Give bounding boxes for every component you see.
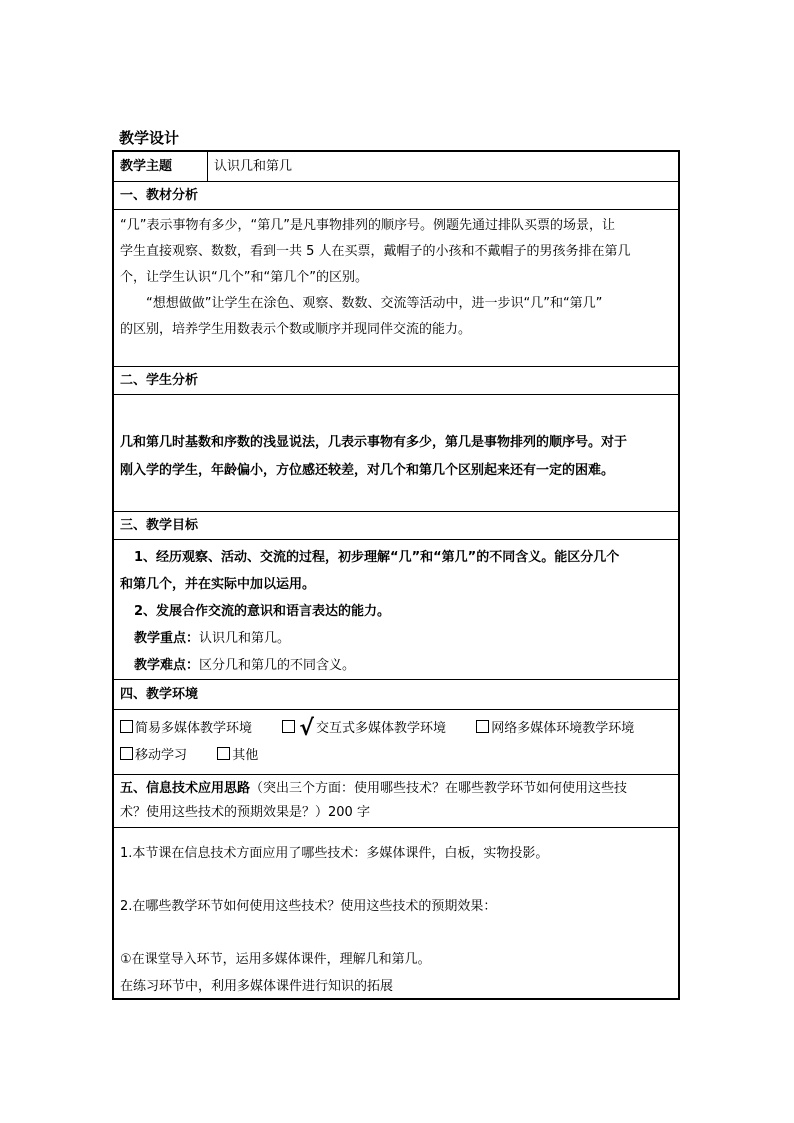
section2-line: 刚入学的学生，年龄偏小，方位感还较差，对几个和第几个区别起来还有一定的困难。 — [120, 463, 615, 478]
environment-row-1 — [120, 715, 670, 742]
section5-heading-note: （突出三个方面：使用哪些技术？在哪些教学环节如何使用这些技 — [250, 781, 628, 796]
section5-header-row — [114, 775, 678, 828]
environment-options — [120, 715, 670, 769]
environment-row-2 — [120, 742, 670, 769]
key-point-value: 认识几和第几。 — [199, 631, 291, 646]
section3-header-row — [114, 512, 678, 540]
checkbox-interactive-multimedia[interactable] — [282, 720, 295, 733]
section1-heading: 一、教材分析 — [120, 188, 199, 203]
key-point-label: 教学重点： — [134, 631, 200, 646]
section5-body — [114, 828, 678, 998]
option-interactive-multimedia: 交互式多媒体教学环境 — [315, 721, 446, 736]
section3-body — [114, 540, 678, 680]
section5-line: ①在课堂导入环节，运用多媒体课件，理解几和第几。 — [120, 952, 431, 967]
section5-heading-bold: 五、信息技术应用思路 — [120, 781, 251, 796]
option-mobile-learning: 移动学习 — [135, 748, 188, 763]
section1-line: 个，让学生认识“几个”和“第几个”的区别。 — [120, 270, 368, 285]
section5-heading — [120, 777, 670, 825]
section5-heading-line2: 术？使用这些技术的预期效果是？）200 字 — [120, 805, 370, 820]
section1-text — [120, 213, 670, 343]
goal-1-line: 和第几个，并在实际中加以运用。 — [120, 577, 316, 592]
section5-line: 1.本节课在信息技术方面应用了哪些技术：多媒体课件，白板，实物投影。 — [120, 846, 549, 861]
checkbox-other[interactable] — [217, 747, 230, 760]
section1-header-row — [114, 182, 678, 210]
section4-header-row — [114, 680, 678, 710]
difficult-point — [120, 652, 670, 679]
topic-value: 认识几和第几 — [214, 159, 293, 174]
goal-1-line: 1、经历观察、活动、交流的过程，初步理解“几”和“第几”的不同含义。能区分几个 — [134, 550, 620, 565]
section5-line: 在练习环节中，利用多媒体课件进行知识的拓展 — [120, 979, 394, 994]
option-other: 其他 — [232, 748, 259, 763]
section2-body — [114, 395, 678, 512]
section1-line: 的区别，培养学生用数表示个数或顺序并现同伴交流的能力。 — [120, 322, 472, 337]
checkbox-network-multimedia[interactable] — [476, 720, 489, 733]
section2-heading: 二、学生分析 — [120, 373, 199, 388]
difficult-point-label: 教学难点： — [134, 658, 200, 673]
document-title: 教学设计 — [119, 129, 180, 147]
section4-heading: 四、教学环境 — [120, 687, 199, 702]
key-point — [120, 625, 670, 652]
section2-text — [120, 429, 670, 485]
section1-line: “想想做做”让学生在涂色、观察、数数、交流等活动中，进一步识“几”和“第几” — [146, 296, 603, 311]
section2-header-row — [114, 367, 678, 395]
difficult-point-value: 区分几和第几的不同含义。 — [199, 658, 356, 673]
option-network-multimedia: 网络多媒体环境教学环境 — [491, 721, 635, 736]
section5-line: 2.在哪些教学环节如何使用这些技术？使用这些技术的预期效果： — [120, 899, 497, 914]
section5-heading-line1 — [120, 777, 670, 801]
checkmark-icon: √ — [299, 716, 314, 741]
goal-2: 2、发展合作交流的意识和语言表达的能力。 — [134, 604, 391, 619]
topic-label: 教学主题 — [114, 152, 208, 181]
section1-line: 学生直接观察、数数，看到一共 5 人在买票，戴帽子的小孩和不戴帽子的男孩务排在第几 — [120, 244, 631, 259]
section3-text — [120, 544, 670, 679]
checkbox-simple-multimedia[interactable] — [120, 720, 133, 733]
checkbox-mobile-learning[interactable] — [120, 747, 133, 760]
section3-heading: 三、教学目标 — [120, 518, 199, 533]
section1-body — [114, 210, 678, 367]
lesson-plan-table — [112, 150, 680, 1000]
section2-line: 几和第几时基数和序数的浅显说法，几表示事物有多少，第几是事物排列的顺序号。对于 — [120, 435, 628, 450]
section1-line: “几”表示事物有多少，“第几”是凡事物排列的顺序号。例题先通过排队买票的场景，让 — [120, 218, 615, 233]
topic-row — [114, 152, 678, 182]
section4-body — [114, 710, 678, 775]
option-simple-multimedia: 简易多媒体教学环境 — [135, 721, 253, 736]
